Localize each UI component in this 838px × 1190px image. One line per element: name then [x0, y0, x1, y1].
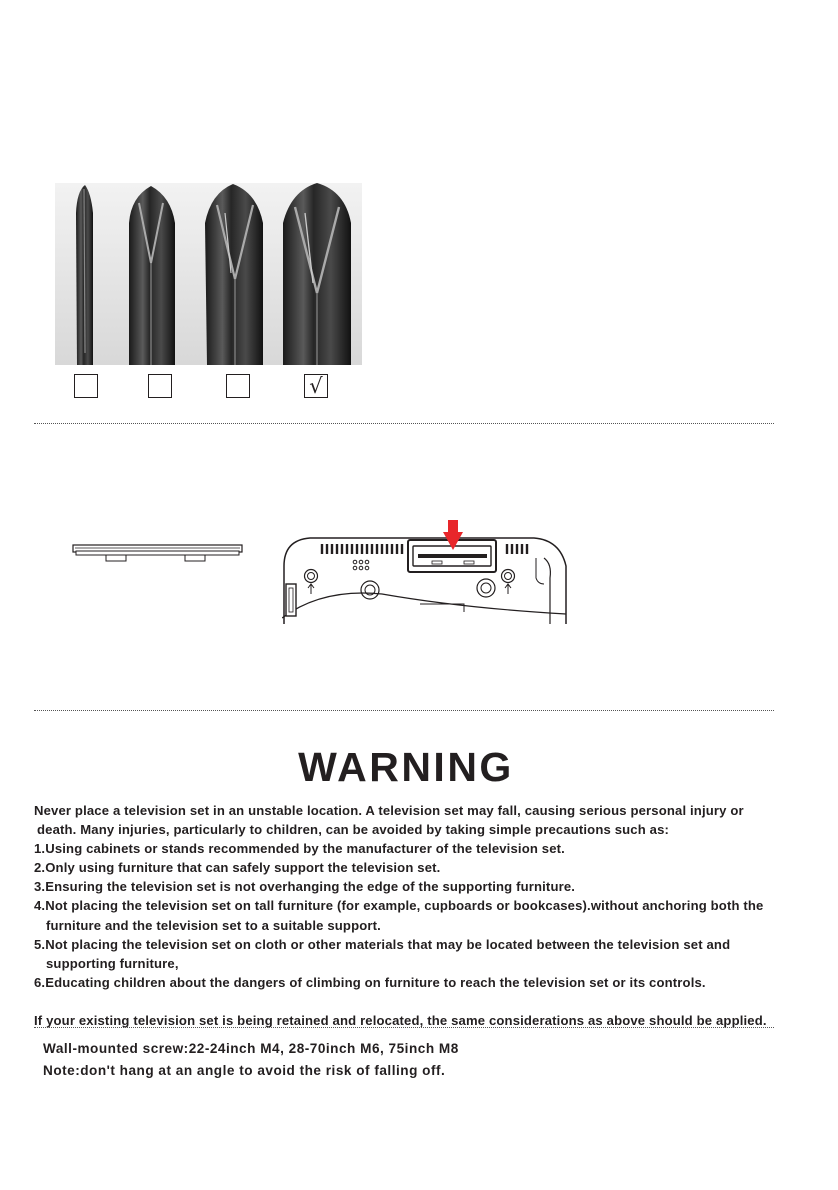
- checkbox-phillips-medium[interactable]: [226, 374, 250, 398]
- screwdriver-phillips-medium: [205, 184, 263, 365]
- tv-back-panel-illustration: [282, 518, 572, 626]
- warning-line: 6.Educating children about the dangers of climbing on furniture to reach the television set or its controls.: [34, 974, 706, 990]
- checkbox-phillips-large[interactable]: √: [304, 374, 328, 398]
- warning-line: supporting furniture,: [46, 955, 179, 971]
- warning-line: 1.Using cabinets or stands recommended by the manufacturer of the television set.: [34, 841, 565, 857]
- warning-line: 5.Not placing the television set on cloth or other materials that may be located between the television set and: [34, 936, 731, 952]
- warning-line: 3.Ensuring the television set is not overhanging the edge of the supporting furniture.: [34, 879, 576, 895]
- warning-footer: If your existing television set is being retained and relocated, the same considerations as above should be applied.: [34, 1012, 767, 1028]
- warning-line: 2.Only using furniture that can safely support the television set.: [34, 860, 441, 876]
- divider-2: [34, 710, 774, 713]
- warning-line: furniture and the television set to a suitable support.: [46, 917, 381, 933]
- screw-size-note: Wall-mounted screw:22-24inch M4, 28-70inch M6, 75inch M8: [43, 1041, 459, 1056]
- screwdriver-phillips-large: [283, 183, 351, 365]
- tv-side-view-illustration: [72, 540, 244, 566]
- warning-body: [34, 801, 794, 1030]
- screwdriver-flat-bit: [76, 185, 93, 365]
- screwdriver-photo: [55, 183, 362, 365]
- warning-line: Never place a television set in an unstable location. A television set may fall, causing serious personal injury or: [34, 803, 744, 818]
- warning-line: death. Many injuries, particularly to children, can be avoided by taking simple precautions such as:: [37, 822, 670, 838]
- angle-note: Note:don't hang at an angle to avoid the risk of falling off.: [43, 1063, 446, 1078]
- checkbox-phillips-small[interactable]: [148, 374, 172, 398]
- divider-1: [34, 423, 774, 426]
- side-port: [286, 584, 296, 616]
- checkbox-flat[interactable]: [74, 374, 98, 398]
- warning-line: 4.Not placing the television set on tall furniture (for example, cupboards or bookcases).without anchoring both the: [34, 898, 764, 914]
- screwdriver-phillips-small: [129, 186, 175, 365]
- divider-3: [34, 1027, 774, 1030]
- warning-title: WARNING: [298, 744, 514, 790]
